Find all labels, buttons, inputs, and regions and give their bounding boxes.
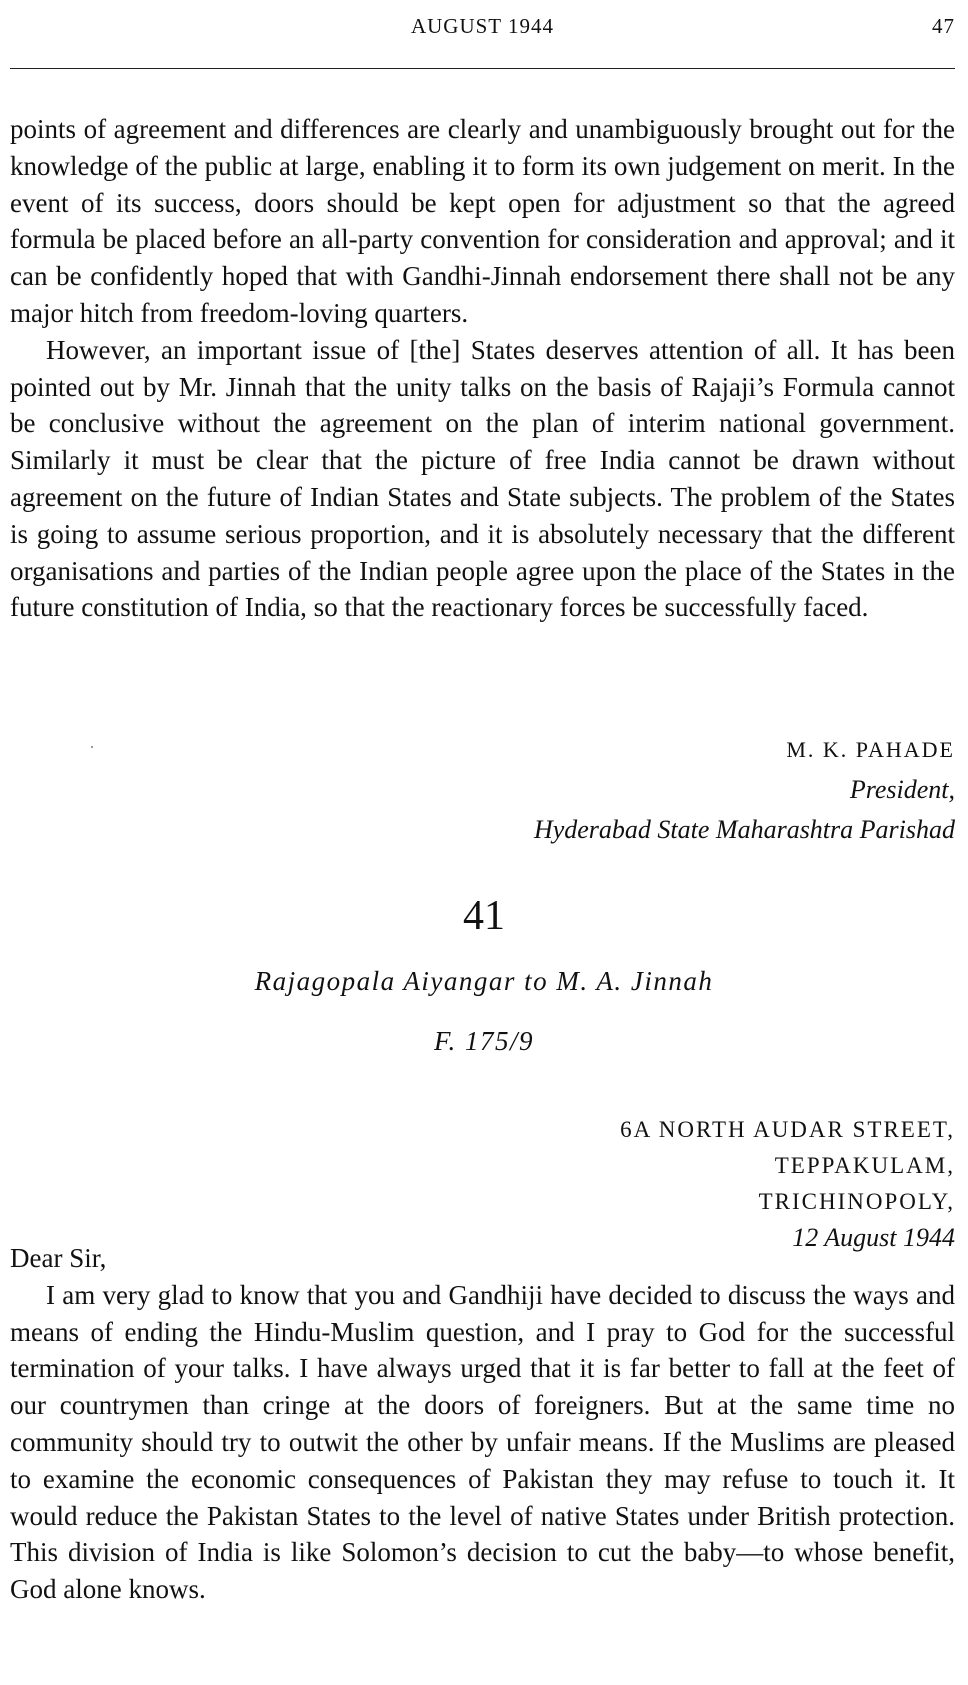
letter-date: 12 August 1944 <box>792 1223 955 1252</box>
letter-41-paragraph-1: I am very glad to know that you and Gandhiji have decided to discuss the ways and means of ending the Hindu-Muslim question, and I pray to God for the successful termination of your talks. I have always urged that it is far better to fall at the feet of our countrymen than cringe at the doors of foreigners. But at the same time no community should try to outwit the other by unfair means. If the Muslims are pleased to examine the economic consequences of Pakistan they may refuse to touch it. It would reduce the Pakistan States to the level of native States under British protection. This division of India is like Solomon’s decision to cut the baby—to whose benefit, God alone knows. <box>10 1279 955 1605</box>
signatory-role: President, <box>849 775 955 804</box>
file-reference: F. 175/9 <box>433 1026 534 1056</box>
print-speck <box>91 746 93 748</box>
running-header <box>10 14 955 44</box>
letter-40-body <box>10 111 955 626</box>
letter-40-paragraph-2: However, an important issue of [the] States deserves attention of all. It has been pointed out by Mr. Jinnah that the unity talks on the basis of Rajaji’s Formula cannot be conclusive without the agreement on the plan of interim national government. Similarly it must be clear that the picture of free India cannot be drawn without agreement on the future of Indian States and State subjects. The problem of the States is going to assume serious proportion, and it is absolutely necessary that the different organisations and parties of the Indian people agree upon the place of the States in the future constitution of India, so that the reactionary forces be successfully faced. <box>10 334 955 623</box>
address-line-3: TRICHINOPOLY, <box>758 1189 955 1214</box>
letter-41-body <box>10 1240 955 1608</box>
sender-address <box>620 1112 955 1256</box>
salutation: Dear Sir, <box>10 1243 107 1273</box>
address-line-2: TEPPAKULAM, <box>774 1153 955 1178</box>
page-number: 47 <box>932 14 955 38</box>
document-number: 41 <box>463 893 505 939</box>
letter-40-paragraph-1: points of agreement and differences are clearly and unambiguously brought out for the knowledge of the public at large, enabling it to form its own judgement on merit. In the event of its success, doors should be kept open for adjustment so that the agreed formula be placed before an all-party convention for consideration and approval; and it can be confidently hoped that with Gandhi-Jinnah endorsement there shall not be any major hitch from freedom-loving quarters. <box>10 114 955 328</box>
address-line-1: 6A NORTH AUDAR STREET, <box>620 1117 955 1142</box>
running-title: AUGUST 1944 <box>410 14 555 38</box>
signatory-name: M. K. PAHADE <box>786 737 955 762</box>
document-title: Rajagopala Aiyangar to M. A. Jinnah <box>254 966 714 996</box>
signatory-organisation: Hyderabad State Maharashtra Parishad <box>533 815 955 844</box>
letter-40-signature <box>534 730 955 850</box>
header-rule <box>10 68 955 69</box>
